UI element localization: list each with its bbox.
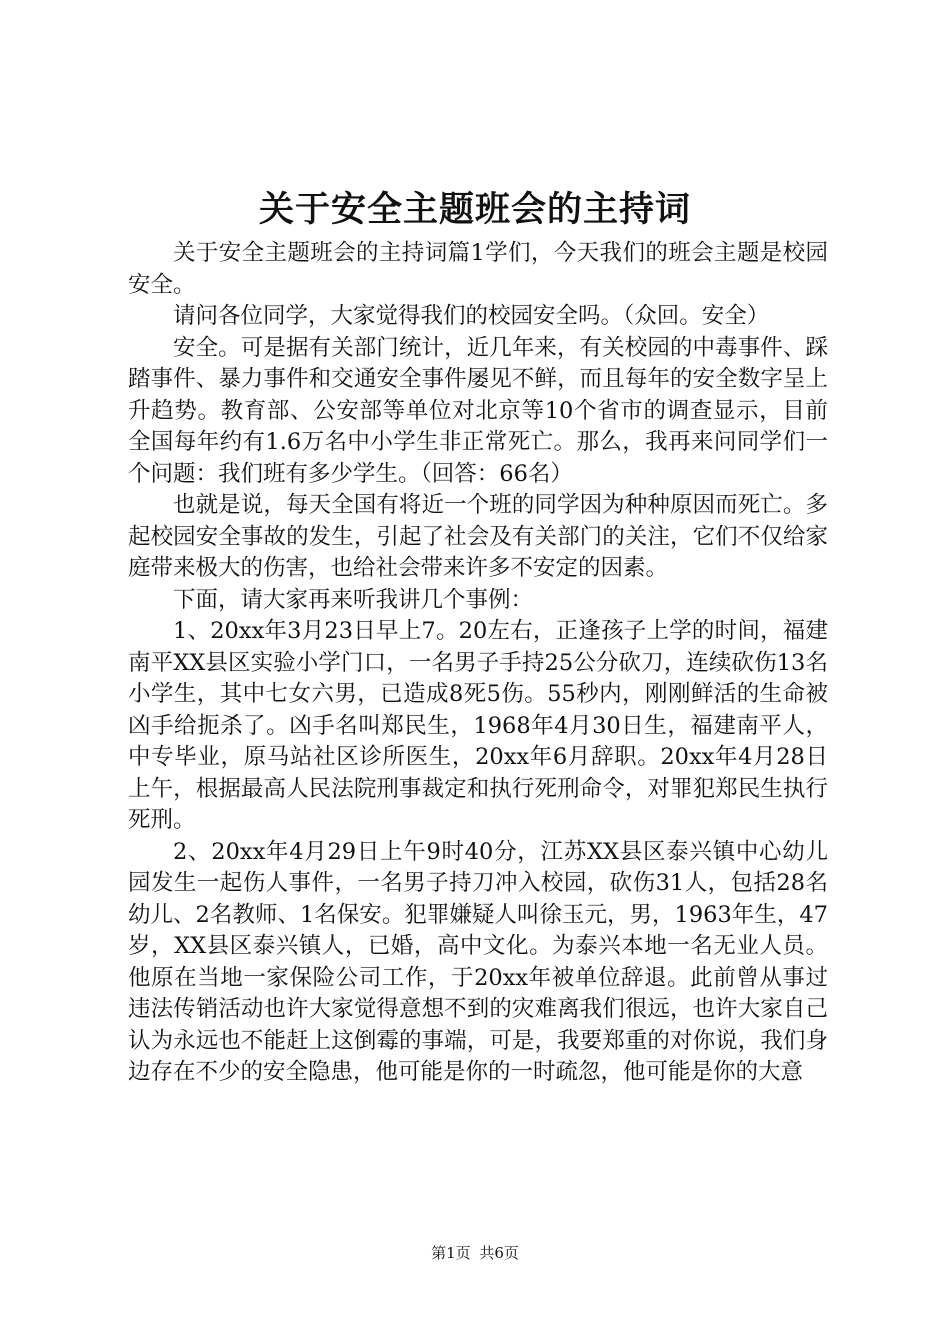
page-number: 第1页 <box>431 1244 471 1262</box>
paragraph: 2、20xx年4月29日上午9时40分，江苏XX县区泰兴镇中心幼儿园发生一起伤人事件，一名男子持刀冲入校园，砍伤31人，包括28名幼儿、2名教师、1名保安。犯罪嫌疑人叫徐玉元，男，1963年生，47岁，XX县区泰兴镇人，已婚，高中文化。为泰兴本地一名无业人员。他原在当地一家保险公司工作，于20xx年被单位辞退。此前曾从事过违法传销活动也许大家觉得意想不到的灾难离我们很远，也许大家自己认为永远也不能赶上这倒霉的事端，可是，我要郑重的对你说，我们身边存在不少的安全隐患，他可能是你的一时疏忽，他可能是你的大意 <box>128 838 828 1085</box>
document-title: 关于安全主题班会的主持词 <box>258 189 691 230</box>
paragraph: 安全。可是据有关部门统计，近几年来，有关校园的中毒事件、踩踏事件、暴力事件和交通安全事件屡见不鲜，而且每年的安全数字呈上升趋势。教育部、公安部等单位对北京等10个省市的调查显示，目前全国每年约有1.6万名中小学生非正常死亡。那么，我再来问同学们一个问题：我们班有多少学生。（回答：66名） <box>128 334 828 487</box>
paragraph: 也就是说，每天全国有将近一个班的同学因为种种原因而死亡。多起校园安全事故的发生，引起了社会及有关部门的关注，它们不仅给家庭带来极大的伤害，也给社会带来许多不安定的因素。 <box>128 492 828 581</box>
paragraph: 请问各位同学，大家觉得我们的校园安全吗。（众回。安全） <box>173 303 770 329</box>
page-footer <box>0 1243 950 1263</box>
document-body <box>128 238 828 1089</box>
paragraph: 下面，请大家再来听我讲几个事例： <box>173 586 534 613</box>
page-total: 共6页 <box>479 1244 519 1262</box>
paragraph: 关于安全主题班会的主持词篇1学们，今天我们的班会主题是校园安全。 <box>128 240 828 298</box>
paragraph: 1、20xx年3月23日早上7。20左右，正逢孩子上学的时间，福建南平XX县区实验小学门口，一名男子手持25公分砍刀，连续砍伤13名小学生，其中七女六男，已造成8死5伤。55秒内，刚刚鲜活的生命被凶手给扼杀了。凶手名叫郑民生，1968年4月30日生，福建南平人，中专毕业，原马站社区诊所医生，20xx年6月辞职。20xx年4月28日上午，根据最高人民法院刑事裁定和执行死刑命令，对罪犯郑民生执行死刑。 <box>128 618 828 833</box>
